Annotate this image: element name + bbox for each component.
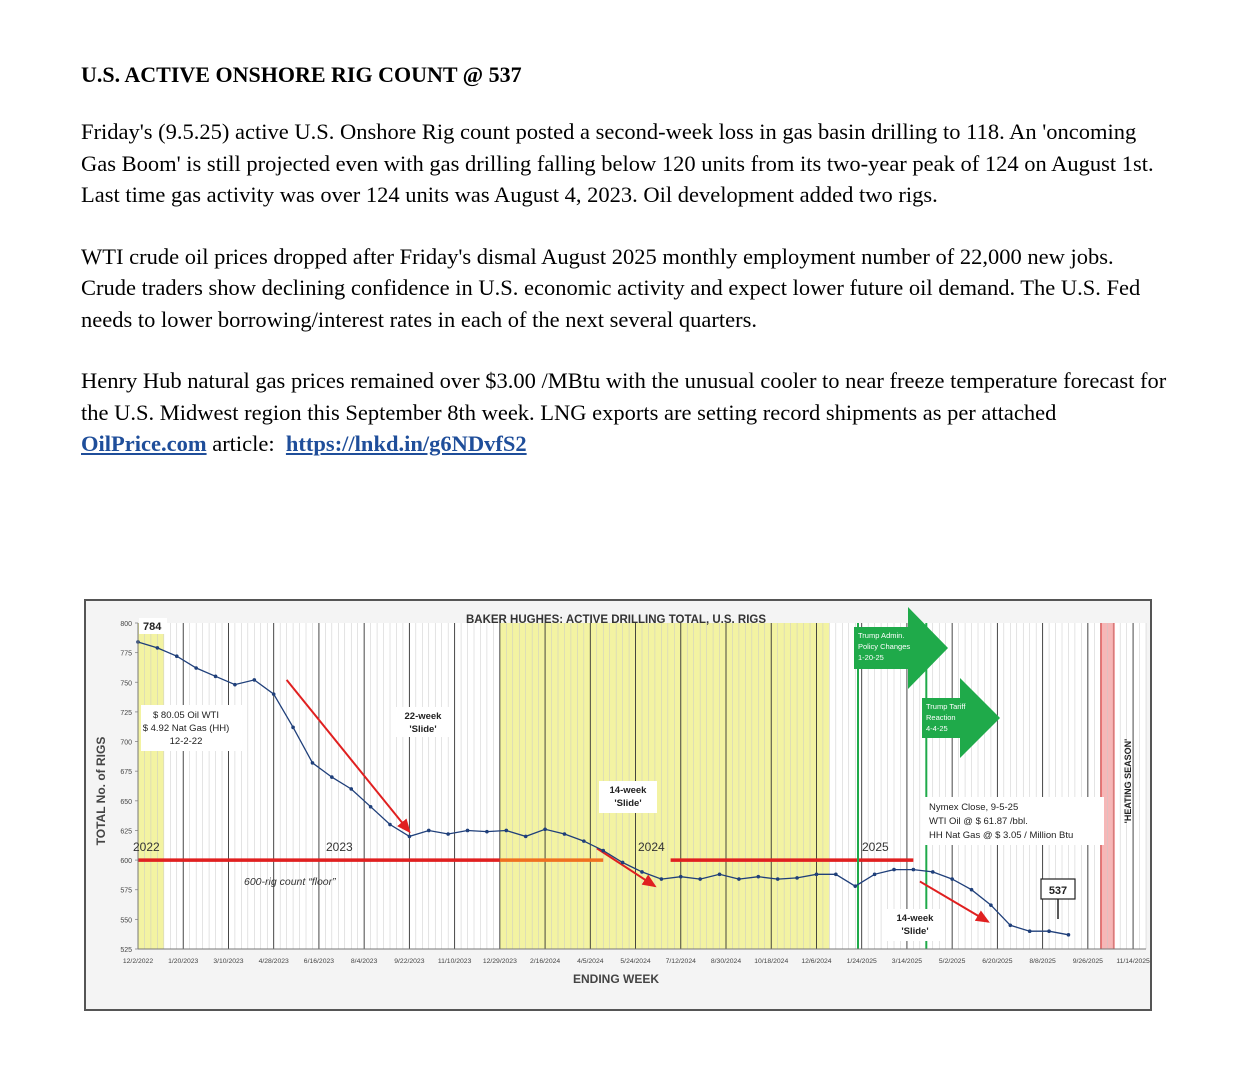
series-point-34 — [795, 876, 799, 880]
series-point-38 — [873, 873, 877, 877]
trump-admin-line-1: Trump Admin. — [858, 631, 905, 640]
x-tick-label-12: 7/12/2024 — [665, 958, 696, 965]
series-point-41 — [931, 870, 935, 874]
series-point-25 — [621, 861, 625, 865]
end-label: 537 — [1048, 885, 1068, 897]
series-point-6 — [253, 678, 257, 682]
year-label-2025: 2025 — [862, 840, 889, 854]
y-tick-label-725: 725 — [120, 709, 132, 717]
y-tick-label-575: 575 — [120, 887, 132, 895]
trump-admin-line-2: Policy Changes — [858, 642, 911, 651]
rig-count-chart — [86, 601, 1150, 1009]
slide-14a-line-1: 14-week — [609, 785, 647, 796]
y-tick-label-625: 625 — [120, 828, 132, 836]
series-point-1 — [156, 646, 160, 650]
paragraph-wti: WTI crude oil prices dropped after Friday's dismal August 2025 monthly employment number of 22,000 new jobs. Crude traders show declining confidence in U.S. economic activity and expect lower future oil demand. The U.S. Fed needs to lower borrowing/interest rates in each of the next several quarters. — [81, 243, 1141, 332]
series-point-28 — [679, 875, 683, 879]
series-point-45 — [1009, 923, 1013, 927]
slide-14a-line-2: 'Slide' — [614, 798, 642, 809]
year-label-2024: 2024 — [638, 840, 665, 854]
series-point-9 — [311, 761, 315, 765]
x-tick-label-0: 12/2/2022 — [122, 958, 154, 965]
y-tick-label-750: 750 — [120, 680, 132, 688]
year-label-2023: 2023 — [326, 840, 353, 854]
slide-14b-line-1: 14-week — [896, 913, 934, 924]
series-point-19 — [505, 829, 509, 833]
series-point-26 — [640, 870, 644, 874]
series-point-23 — [582, 839, 586, 843]
lnkd-link[interactable]: https://lnkd.in/g6NDvfS2 — [285, 431, 527, 456]
series-point-10 — [330, 775, 334, 779]
slide-22-line-1: 22-week — [404, 711, 442, 722]
floor-label: 600-rig count “floor” — [244, 876, 336, 888]
trump-tariff-line-2: Reaction — [926, 713, 956, 722]
y-tick-label-550: 550 — [120, 917, 132, 925]
shaded-region-1 — [500, 623, 830, 949]
x-tick-label-6: 9/22/2023 — [394, 958, 425, 965]
series-point-3 — [194, 666, 198, 670]
chart-title: BAKER HUGHES: ACTIVE DRILLING TOTAL, U.S. RIGS — [465, 614, 767, 626]
x-tick-label-18: 5/2/2025 — [938, 958, 966, 965]
series-point-21 — [543, 827, 547, 831]
series-point-22 — [563, 832, 567, 836]
series-point-47 — [1047, 929, 1051, 933]
paragraph-rig-count: Friday's (9.5.25) active U.S. Onshore Rig count posted a second-week loss in gas basin drilling to 118. An 'oncoming Gas Boom' is still projected even with gas drilling falling below 120 units from its two-year peak of 124 on August 1st. Last time gas activity was over 124 units was August 4, 2023. Oil development added two rigs. — [81, 119, 1154, 207]
nymex-line-3: HH Nat Gas @ $ 3.05 / Million Btu — [929, 830, 1074, 841]
series-point-12 — [369, 805, 373, 809]
series-point-35 — [815, 873, 819, 877]
series-point-15 — [427, 829, 431, 833]
series-point-13 — [388, 823, 392, 827]
series-point-46 — [1028, 929, 1032, 933]
x-tick-label-5: 8/4/2023 — [350, 958, 378, 965]
series-point-31 — [737, 877, 741, 881]
series-point-29 — [698, 877, 702, 881]
series-point-27 — [660, 877, 664, 881]
x-tick-label-7: 11/10/2023 — [437, 958, 472, 965]
trump-tariff-line-1: Trump Tariff — [926, 702, 966, 711]
y-tick-label-800: 800 — [120, 621, 132, 628]
series-point-14 — [408, 835, 412, 839]
x-tick-label-9: 2/16/2024 — [529, 958, 561, 965]
x-tick-label-21: 9/26/2025 — [1072, 958, 1103, 965]
series-point-36 — [834, 873, 838, 877]
series-point-37 — [853, 884, 857, 888]
oilprice-link[interactable]: OilPrice.com — [81, 431, 207, 456]
y-tick-label-675: 675 — [120, 769, 132, 777]
x-tick-label-8: 12/29/2023 — [482, 958, 517, 965]
series-point-48 — [1067, 933, 1071, 937]
x-tick-label-13: 8/30/2024 — [710, 958, 742, 965]
trump-tariff-line-3: 4-4-25 — [926, 724, 948, 733]
y-tick-label-525: 525 — [120, 947, 132, 954]
series-point-30 — [718, 873, 722, 877]
y-tick-label-700: 700 — [120, 739, 132, 747]
document-title: U.S. ACTIVE ONSHORE RIG COUNT @ 537 — [81, 62, 522, 87]
x-tick-label-22: 11/14/2025 — [1116, 958, 1150, 965]
x-tick-label-10: 4/5/2024 — [577, 958, 604, 965]
series-point-33 — [776, 877, 780, 881]
nymex-line-2: WTI Oil @ $ 61.87 /bbl. — [929, 816, 1028, 827]
start-box-line-2: $ 4.92 Nat Gas (HH) — [142, 723, 230, 734]
x-tick-label-11: 5/24/2024 — [620, 958, 651, 965]
x-tick-label-15: 12/6/2024 — [801, 958, 832, 965]
series-point-5 — [233, 683, 237, 687]
trump-admin-line-3: 1-20-25 — [858, 653, 884, 662]
slide-14b-line-2: 'Slide' — [901, 926, 929, 937]
series-point-16 — [446, 832, 450, 836]
y-tick-label-650: 650 — [120, 798, 132, 806]
series-point-11 — [349, 787, 353, 791]
x-tick-label-19: 6/20/2025 — [982, 958, 1013, 965]
series-point-42 — [950, 877, 954, 881]
x-tick-label-4: 6/16/2023 — [303, 958, 335, 965]
x-tick-label-17: 3/14/2025 — [891, 958, 923, 965]
series-point-7 — [272, 692, 276, 696]
heating-season-label: 'HEATING SEASON' — [1123, 738, 1133, 824]
paragraph-henry-hub-mid: article: — [212, 431, 275, 456]
start-box-line-3: 12-2-22 — [169, 736, 203, 747]
series-point-44 — [989, 903, 993, 907]
x-tick-label-14: 10/18/2024 — [754, 958, 789, 965]
series-point-43 — [970, 888, 974, 892]
x-tick-label-20: 8/8/2025 — [1029, 958, 1056, 965]
year-label-2022: 2022 — [133, 840, 160, 854]
x-tick-label-3: 4/28/2023 — [258, 958, 289, 965]
start-box-line-1: $ 80.05 Oil WTI — [153, 710, 219, 721]
x-tick-label-2: 3/10/2023 — [213, 958, 244, 965]
slide-22-line-2: 'Slide' — [409, 724, 437, 735]
paragraph-henry-hub — [81, 365, 1171, 460]
series-point-39 — [892, 868, 896, 872]
x-tick-label-16: 1/24/2025 — [846, 958, 877, 965]
series-point-40 — [912, 868, 916, 872]
series-point-2 — [175, 654, 179, 658]
y-axis-label: TOTAL No. of RIGS — [94, 736, 108, 846]
paragraph-henry-hub-text: Henry Hub natural gas prices remained over $3.00 /MBtu with the unusual cooler to near freeze temperature forecast for the U.S. Midwest region this September 8th week. LNG exports are setting record shipments as per attached — [81, 368, 1167, 425]
series-point-20 — [524, 835, 528, 839]
peak-label: 784 — [143, 621, 162, 633]
series-point-8 — [291, 726, 295, 730]
series-point-4 — [214, 675, 218, 679]
y-tick-label-775: 775 — [120, 650, 132, 658]
series-point-32 — [757, 875, 761, 879]
nymex-line-1: Nymex Close, 9-5-25 — [929, 802, 1019, 813]
series-point-18 — [485, 830, 489, 834]
chart-frame — [84, 599, 1152, 1011]
x-tick-label-1: 1/20/2023 — [168, 958, 199, 965]
series-point-24 — [601, 849, 605, 853]
document-body — [81, 56, 1171, 490]
x-axis-label: ENDING WEEK — [572, 972, 660, 986]
y-tick-label-600: 600 — [120, 858, 132, 866]
series-point-17 — [466, 829, 470, 833]
